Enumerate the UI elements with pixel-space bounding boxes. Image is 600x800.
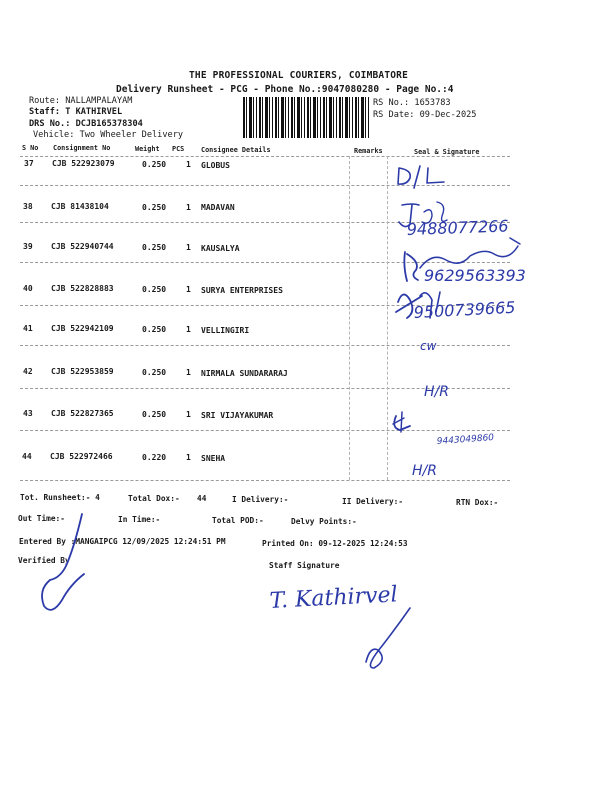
row-sno: 37 (24, 159, 34, 168)
row-consignment: CJB 81438104 (51, 202, 109, 211)
staff-signature-label: Staff Signature (269, 561, 340, 570)
row-pcs: 1 (186, 453, 191, 462)
row-weight: 0.250 (142, 160, 167, 169)
row-weight: 0.250 (142, 325, 167, 334)
total-dox-label: Total Dox:- (128, 494, 180, 503)
row-consignee: SURYA ENTERPRISES (201, 286, 283, 295)
col-header-consignment: Consignment No (53, 144, 111, 152)
rtn-dox-label: RTN Dox:- (456, 498, 499, 507)
staff-label: Staff: T KATHIRVEL (29, 107, 123, 117)
out-time-label: Out Time:- (18, 514, 65, 523)
row-consignment: CJB 522942109 (51, 324, 114, 333)
row-pcs: 1 (186, 160, 191, 169)
row-consignment: CJB 522972466 (50, 452, 113, 461)
row-consignee: MADAVAN (201, 203, 235, 212)
in-time-label: In Time:- (118, 515, 161, 524)
col-header-pcs: PCS (172, 145, 185, 153)
handwritten-dl-mark (398, 166, 444, 188)
i-delivery-label: I Delivery:- (232, 495, 289, 504)
row-consignee: VELLINGIRI (201, 326, 250, 335)
row-sno: 41 (23, 324, 33, 333)
verified-by-label: Verified By (18, 556, 70, 565)
route-label: Route: NALLAMPALAYAM (29, 96, 133, 106)
row-sno: 38 (23, 202, 33, 211)
row-pcs: 1 (186, 203, 191, 212)
row-consignee: NIRMALA SUNDARARAJ (201, 369, 288, 378)
row-consignee: GLOBUS (201, 161, 230, 170)
row-weight: 0.250 (142, 243, 167, 252)
col-header-remarks: Remarks (354, 147, 383, 155)
row-consignment: CJB 522940744 (51, 242, 114, 251)
vehicle-label: Vehicle: Two Wheeler Delivery (33, 130, 184, 140)
entered-by: Entered By :MANGAIPCG 12/09/2025 12:24:51 PM (19, 537, 226, 546)
col-header-consignee: Consignee Details (201, 146, 271, 154)
total-pod-label: Total POD:- (212, 516, 264, 525)
row-sno: 42 (23, 367, 33, 376)
handwritten-phone: 9488077266 (406, 216, 509, 239)
row-consignee: SRI VIJAYAKUMAR (201, 411, 274, 420)
row-weight: 0.250 (142, 203, 167, 212)
company-title: THE PROFESSIONAL COURIERS, COIMBATORE (189, 70, 409, 81)
printed-on: Printed On: 09-12-2025 12:24:53 (262, 539, 408, 548)
verified-by-signature (42, 514, 84, 610)
runsheet-subtitle: Delivery Runsheet - PCG - Phone No.:9047080280 - Page No.:4 (116, 84, 454, 95)
row-sno: 39 (23, 242, 33, 251)
col-header-seal: Seal & Signature (414, 148, 480, 156)
row-consignment: CJB 522923079 (52, 159, 115, 168)
col-header-sno: S No (22, 144, 39, 152)
ii-delivery-label: II Delivery:- (342, 497, 404, 506)
handwritten-phone: 9443049860 (436, 433, 495, 447)
row-sno: 40 (23, 284, 33, 293)
drs-number: DRS No.: DCJB165378304 (29, 119, 143, 129)
row-weight: 0.220 (142, 453, 167, 462)
row-consignment: CJB 522828883 (51, 284, 114, 293)
row-weight: 0.250 (142, 285, 167, 294)
tot-runsheet: Tot. Runsheet:- 4 (20, 493, 100, 502)
staff-signature: T. Kathirvel (269, 582, 399, 614)
row-sno: 44 (22, 452, 32, 461)
row-weight: 0.250 (142, 410, 167, 419)
handwritten-signature (393, 412, 410, 432)
row-pcs: 1 (186, 410, 191, 419)
row-consignment: CJB 522953859 (51, 367, 114, 376)
handwritten-hr-mark: H/R (424, 384, 449, 400)
total-dox-value: 44 (197, 494, 207, 503)
col-header-weight: Weight (135, 145, 160, 153)
row-pcs: 1 (186, 325, 191, 334)
signature-flourish (366, 608, 410, 668)
row-consignee: KAUSALYA (201, 244, 240, 253)
rs-date: RS Date: 09-Dec-2025 (373, 110, 477, 120)
handwritten-cw-note: cw (420, 339, 437, 353)
handwritten-hr-mark: H/R (412, 463, 437, 479)
row-pcs: 1 (186, 368, 191, 377)
row-consignment: CJB 522827365 (51, 409, 114, 418)
row-weight: 0.250 (142, 368, 167, 377)
rs-number: RS No.: 1653783 (373, 98, 451, 108)
row-pcs: 1 (186, 285, 191, 294)
row-consignee: SNEHA (201, 454, 226, 463)
row-sno: 43 (23, 409, 33, 418)
handwritten-phone: 9629563393 (424, 266, 526, 285)
handwritten-phone: 9500739665 (413, 297, 516, 322)
delvy-points-label: Delvy Points:- (291, 517, 357, 526)
row-pcs: 1 (186, 243, 191, 252)
